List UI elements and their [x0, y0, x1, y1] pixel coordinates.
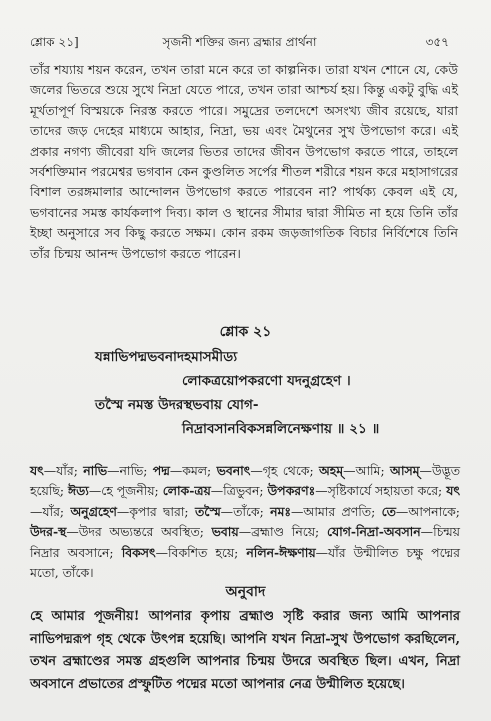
- header-chapter-title: সৃজনী শক্তির জন্য ব্রহ্মার প্রার্থনা: [162, 35, 317, 49]
- wbw-meaning: —ত্রিভুবন;: [210, 483, 268, 499]
- running-header: [30, 34, 449, 54]
- wbw-meaning: —কৃপার দ্বারা;: [116, 503, 195, 519]
- wbw-term: যৎ: [30, 463, 44, 478]
- wbw-term: উদর-স্থ: [30, 524, 67, 540]
- wbw-meaning: —আপনাকে;: [395, 503, 460, 519]
- wbw-term: নলিন-ঈক্ষণায়: [246, 544, 316, 560]
- wbw-term: উপকরণঃ: [267, 483, 316, 499]
- wbw-term: নাভি: [83, 463, 108, 478]
- wbw-meaning: —যাঁর;: [30, 503, 71, 519]
- wbw-meaning: —সৃষ্টিকার্যে সহায়তা করে;: [315, 483, 447, 499]
- verse-heading: শ্লোক ২১: [219, 324, 272, 340]
- wbw-term: লোক-ত্রয়: [162, 483, 211, 499]
- verse-line-3: তস্মৈ নমস্ত উদরস্থভবায় যোগ-: [95, 397, 259, 413]
- word-for-word-meanings: [30, 461, 460, 583]
- wbw-meaning: —যাঁর উন্মীলিত চক্ষু পদ্মের মতো, তাঁকে।: [30, 544, 460, 581]
- page-number: ৩৫৭: [425, 35, 449, 49]
- wbw-term: ভবনাৎ: [216, 463, 251, 478]
- wbw-meaning: —ব্রহ্মাণ্ড নিয়ে;: [238, 524, 327, 540]
- purport-text: [30, 60, 458, 264]
- wbw-meaning: —বিকশিত হয়ে;: [155, 544, 247, 560]
- wbw-meaning: —উদ্ভূত হয়েছি;: [30, 463, 461, 499]
- wbw-meaning: —উদর অভ্যন্তরে অবস্থিত;: [66, 524, 212, 540]
- verse-line-1: যন্নাভিপদ্মভবনাদহমাসমীড্য: [95, 349, 238, 365]
- wbw-meaning: —আমি;: [343, 463, 391, 478]
- wbw-term: ভবায়: [211, 524, 239, 540]
- header-verse-ref: শ্লোক ২১]: [30, 35, 79, 49]
- wbw-term: নমঃ: [270, 503, 292, 519]
- wbw-term: আসম্: [390, 463, 420, 478]
- wbw-meaning: —গৃহ থেকে;: [250, 463, 320, 478]
- verse-line-4: নিদ্রাবসানবিকসন্নলিনেক্ষণায় ॥ ২১ ॥: [182, 421, 380, 437]
- wbw-term: অহম্: [319, 463, 344, 478]
- wbw-meaning: —চিন্ময় নিদ্রার অবসানে;: [30, 524, 460, 560]
- wbw-meaning: —হে পূজনীয়;: [88, 483, 163, 499]
- wbw-term: তে: [381, 503, 396, 519]
- wbw-meaning: —যাঁর;: [43, 463, 84, 478]
- wbw-meaning: —নাভি;: [107, 463, 153, 478]
- wbw-meaning: —তাঁকে;: [220, 503, 271, 519]
- verse-line-2: লোকত্রয়োপকরণো যদনুগ্রহেণ ।: [182, 373, 351, 389]
- wbw-term: পদ্ম: [152, 463, 170, 478]
- wbw-term: অনুগ্রহেণ: [70, 503, 117, 519]
- wbw-term: যৎ: [446, 483, 461, 499]
- purport-paragraph: তাঁর শয্যায় শয়ন করেন, তখন তারা মনে করে তা কাল্পনিক। তারা যখন শোনে যে, কেউ জলের ভিতরে শুয়ে সুখে নিদ্রা যেতে পারে, তখন তারা আশ্চর্য হয়। কিন্তু একটু বুদ্ধি এই মূর্খতাপূর্ণ বিস্ময়কে নিরস্ত করতে পারে। সমুদ্রের তলদেশে অসংখ্য জীব রয়েছে, যারা তাদের জড় দেহের মাধ্যমে আহার, নিদ্রা, ভয় এবং মৈথুনের সুখ উপভোগ করে। এই প্রকার নগণ্য জীবেরা যদি জলের ভিতর তাদের জীবন উপভোগ করতে পারে, তাহলে সর্বশক্তিমান পরমেশ্বর ভগবান কেন কুণ্ডলিত সর্পের শীতল শরীরে শয়ন করে মহাসাগরের বিশাল তরঙ্গমালার আন্দোলন উপভোগ করতে পারবেন না? পার্থক্য কেবল এই যে, ভগবানের সমস্ত কার্যকলাপ দিব্য। কাল ও স্থানের সীমার দ্বারা সীমিত না হয়ে তিনি তাঁর ইচ্ছা অনুসারে সব কিছু করতে সক্ষম। কোন রকম জড়জাগতিক বিচার নির্বিশেষে তিনি তাঁর চিন্ময় আনন্দ উপভোগ করতে পারেন।: [30, 62, 459, 261]
- wbw-meaning: —কমল;: [169, 463, 217, 478]
- wbw-term: যোগ-নিদ্রা-অবসান: [326, 524, 421, 540]
- wbw-term: বিকসৎ: [121, 544, 156, 560]
- wbw-term: ঈড্য: [68, 483, 89, 499]
- translation-text: হে আমার পূজনীয়! আপনার কৃপায় ব্রহ্মাণ্ড সৃষ্টি করার জন্য আমি আপনার নাভিপদ্মরূপ গৃহ থেকে উৎপন্ন হয়েছি। আপনি যখন নিদ্রা-সুখ উপভোগ করছিলেন, তখন ব্রহ্মাণ্ডের সমস্ত গ্রহগুলি আপনার চিন্ময় উদরে অবস্থিত ছিল। এখন, নিদ্রা অবসানে প্রভাতের প্রস্ফুটিত পদ্মের মতো আপনার নেত্র উন্মীলিত হয়েছে।: [30, 609, 460, 692]
- translation-heading: অনুবাদ: [225, 584, 266, 600]
- wbw-term: তস্মৈ: [194, 503, 221, 519]
- wbw-meaning: —আমার প্রণতি;: [291, 503, 382, 519]
